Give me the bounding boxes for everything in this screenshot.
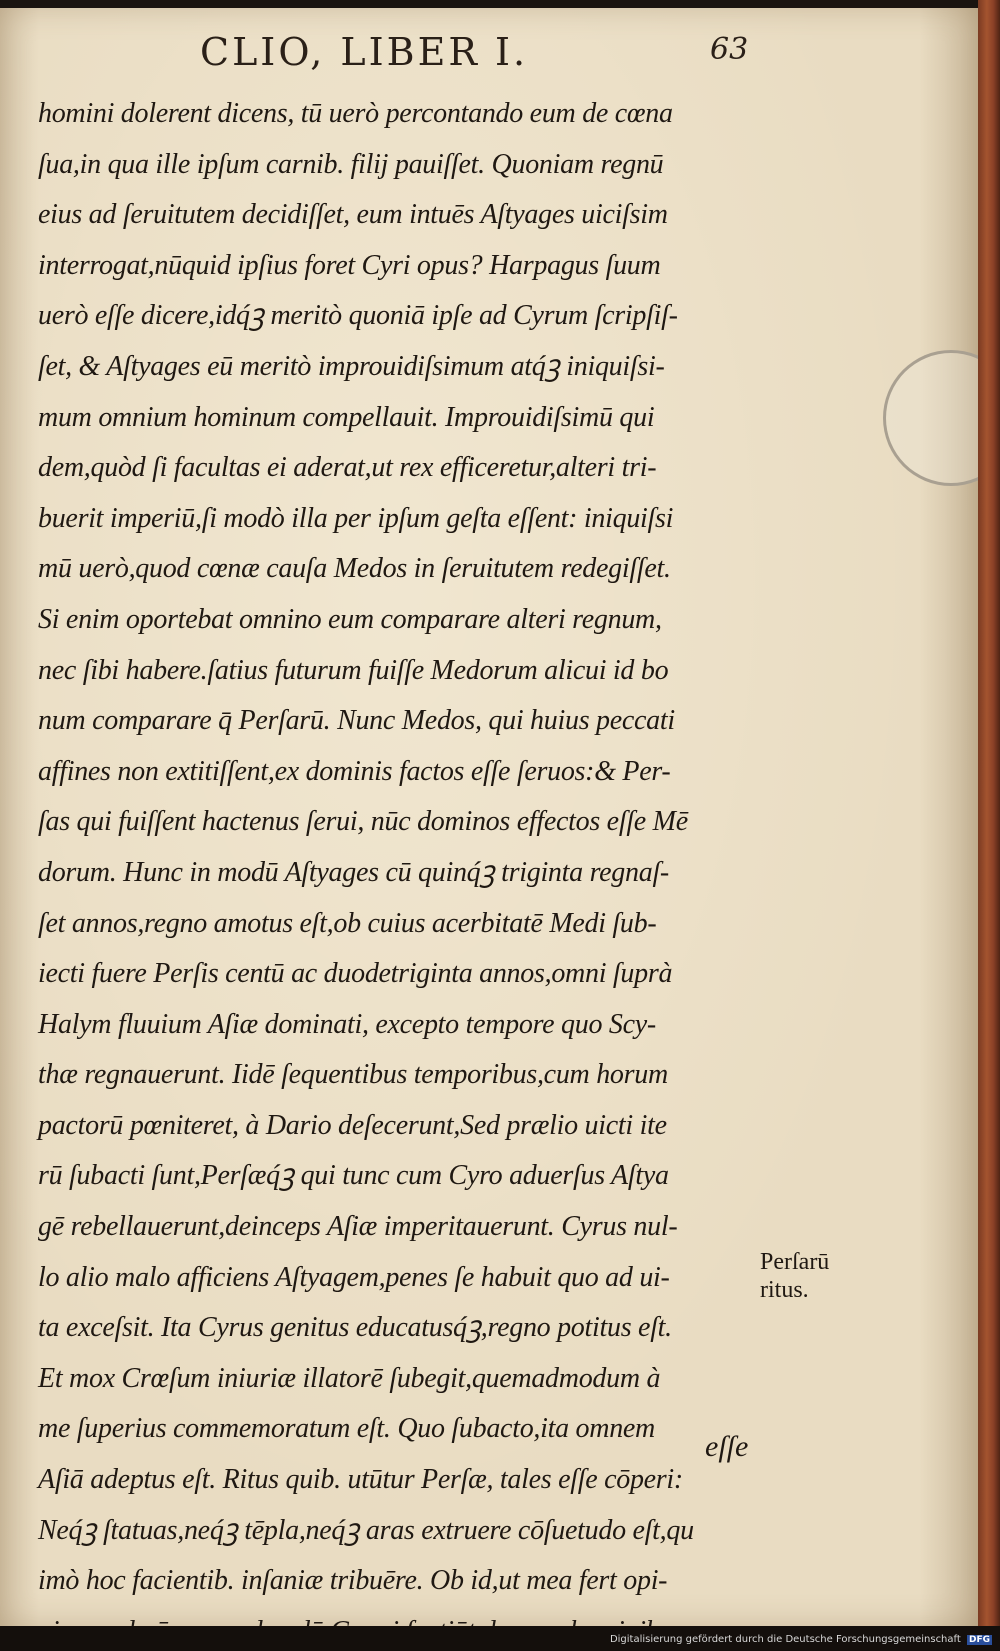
text-line: nec ſibi habere.ſatius futurum fuiſſe Medorum alicui id bo bbox=[38, 653, 669, 686]
text-line: Halym fluuium Aſiæ dominati, excepto tempore quo Scy- bbox=[38, 1007, 656, 1040]
text-line: Aſiā adeptus eſt. Ritus quib. utūtur Perſæ, tales eſſe cōperi: bbox=[38, 1463, 683, 1496]
text-line: Si enim oportebat omnino eum comparare alteri regnum, bbox=[38, 602, 662, 635]
text-line: num comparare q̄ Perſarū. Nunc Medos, qui huius peccati bbox=[38, 704, 675, 737]
text-line: Neq́ꝫ ſtatuas,neq́ꝫ tēpla,neq́ꝫ aras extruere cōſuetudo eſt,qu bbox=[38, 1513, 694, 1546]
footer-credit-text: Digitalisierung gefördert durch die Deutsche Forschungsgemeinschaft bbox=[609, 1634, 961, 1645]
text-line: eius ad ſeruitutem decidiſſet, eum intuēs Aſtyages uiciſsim bbox=[38, 198, 668, 231]
marginal-note bbox=[760, 1248, 829, 1304]
running-title: CLIO, LIBER I. bbox=[200, 30, 529, 74]
text-line: iecti fuere Perſis centū ac duodetriginta annos,omni ſuprà bbox=[38, 957, 673, 990]
text-line: uerò eſſe dicere,idq́ꝫ meritò quoniā ipſe ad Cyrum ſcripſiſ- bbox=[38, 299, 678, 332]
text-line: thæ regnauerunt. Iidē ſequentibus temporibus,cum horum bbox=[38, 1058, 668, 1091]
text-line: dem,quòd ſi facultas ei aderat,ut rex efficeretur,alteri tri- bbox=[38, 451, 657, 484]
dfg-logo: DFG bbox=[968, 1635, 990, 1645]
text-line: buerit imperiū,ſi modò illa per ipſum geſta eſſent: iniquiſsi bbox=[38, 501, 674, 534]
footer-credit bbox=[610, 1634, 992, 1645]
text-line: Et mox Crœſum iniuriæ illatorē ſubegit,quemadmodum à bbox=[38, 1361, 661, 1394]
text-line: ſua,in qua ille ipſum carnib. filij pauiſſet. Quoniam regnū bbox=[38, 147, 664, 180]
marginal-note-line: ritus. bbox=[760, 1277, 809, 1303]
text-line: rū ſubacti ſunt,Perſæq́ꝫ qui tunc cum Cyro aduerſus Aſtya bbox=[38, 1159, 669, 1192]
book-page bbox=[0, 8, 978, 1626]
marginal-note-line: Perſarū bbox=[760, 1249, 830, 1275]
catchword: eſſe bbox=[705, 1430, 749, 1463]
text-line: mum omnium hominum compellauit. Improuidiſsimū qui bbox=[38, 400, 655, 433]
text-line: gē rebellauerunt,deinceps Aſiæ imperitauerunt. Cyrus nul- bbox=[38, 1210, 678, 1243]
text-line: ſas qui fuiſſent hactenus ſerui, nūc dominos effectos eſſe Mē bbox=[38, 805, 688, 838]
text-line: affines non extitiſſent,ex dominis factos eſſe ſeruos:& Per- bbox=[38, 754, 671, 787]
text-line: lo alio malo afficiens Aſtyagem,penes ſe habuit quo ad ui- bbox=[38, 1260, 670, 1293]
text-line: me ſuperius commemoratum eſt. Quo ſubacto,ita omnem bbox=[38, 1412, 656, 1445]
body-text bbox=[38, 88, 778, 1651]
page-number: 63 bbox=[710, 32, 749, 67]
text-line: homini dolerent dicens, tū uerò percontando eum de cœna bbox=[38, 97, 673, 129]
text-line: ſet, & Aſtyages eū meritò improuidiſsimum atq́ꝫ iniquiſsi- bbox=[38, 349, 665, 382]
text-line: mū uerò,quod cœnæ cauſa Medos in ſeruitutem redegiſſet. bbox=[38, 552, 671, 585]
text-line: interrogat,nūquid ipſius foret Cyri opus? Harpagus ſuum bbox=[38, 248, 661, 281]
text-line: imò hoc facientib. inſaniæ tribuēre. Ob id,ut mea fert opi- bbox=[38, 1564, 668, 1597]
text-line: pactorū pœniteret, à Dario deſecerunt,Sed prælio uicti ite bbox=[38, 1108, 667, 1141]
text-line: ſet annos,regno amotus eſt,ob cuius acerbitatē Medi ſub- bbox=[38, 906, 657, 939]
book-cover-edge bbox=[978, 0, 1000, 1626]
text-line: ta exceſsit. Ita Cyrus genitus educatusq́ꝫ,regno potitus eſt. bbox=[38, 1311, 672, 1344]
text-line: dorum. Hunc in modū Aſtyages cū quinq́ꝫ triginta regnaſ- bbox=[38, 855, 669, 888]
